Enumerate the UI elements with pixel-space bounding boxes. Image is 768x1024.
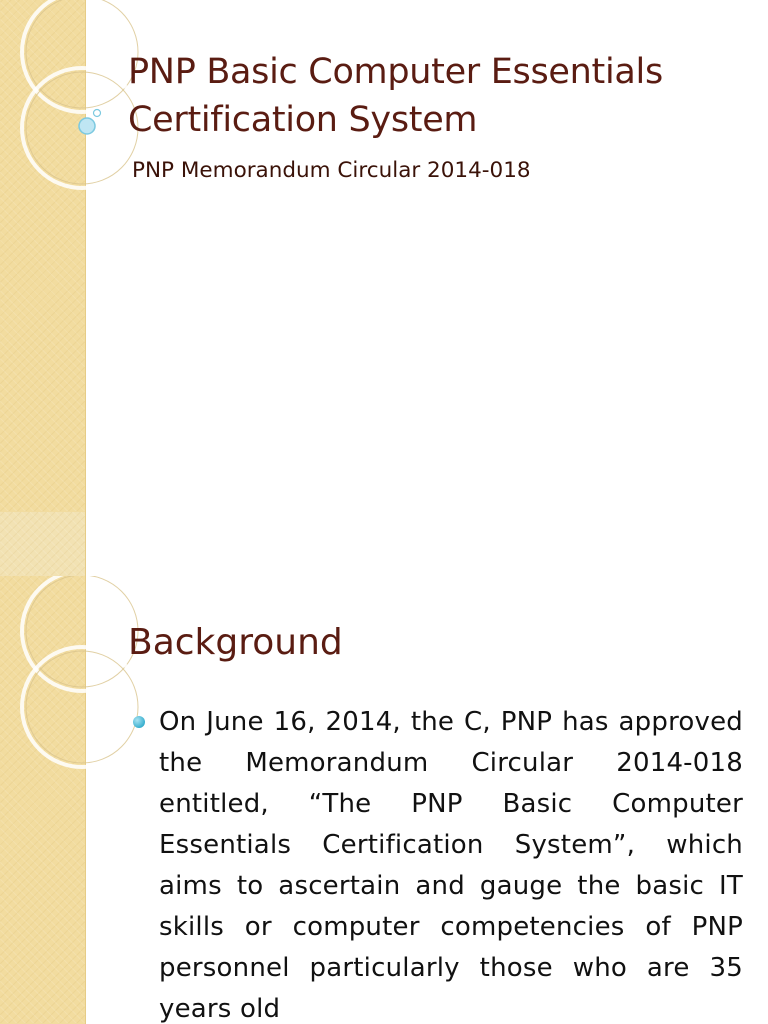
slide-heading: Background	[128, 622, 343, 663]
bullet-icon	[133, 716, 145, 728]
decorative-rings-graphic	[0, 576, 140, 796]
slide-2	[0, 576, 768, 1024]
slide-subtitle: PNP Memorandum Circular 2014-018	[132, 158, 531, 183]
bullet-list	[133, 702, 743, 1024]
slide-separator	[0, 512, 768, 576]
bullet-item: On June 16, 2014, the C, PNP has approved the Memorandum Circular 2014-018 entitled, “The PNP Basic Computer Essentials Certification System”, which aims to ascertain and gauge the basic IT skills or computer competencies of PNP personnel particularly those who are 35 years old	[159, 707, 743, 1024]
decorative-side-band	[0, 512, 86, 576]
slide-title: PNP Basic Computer Essentials Certification System	[128, 52, 663, 140]
decorative-rings-graphic	[0, 0, 140, 220]
